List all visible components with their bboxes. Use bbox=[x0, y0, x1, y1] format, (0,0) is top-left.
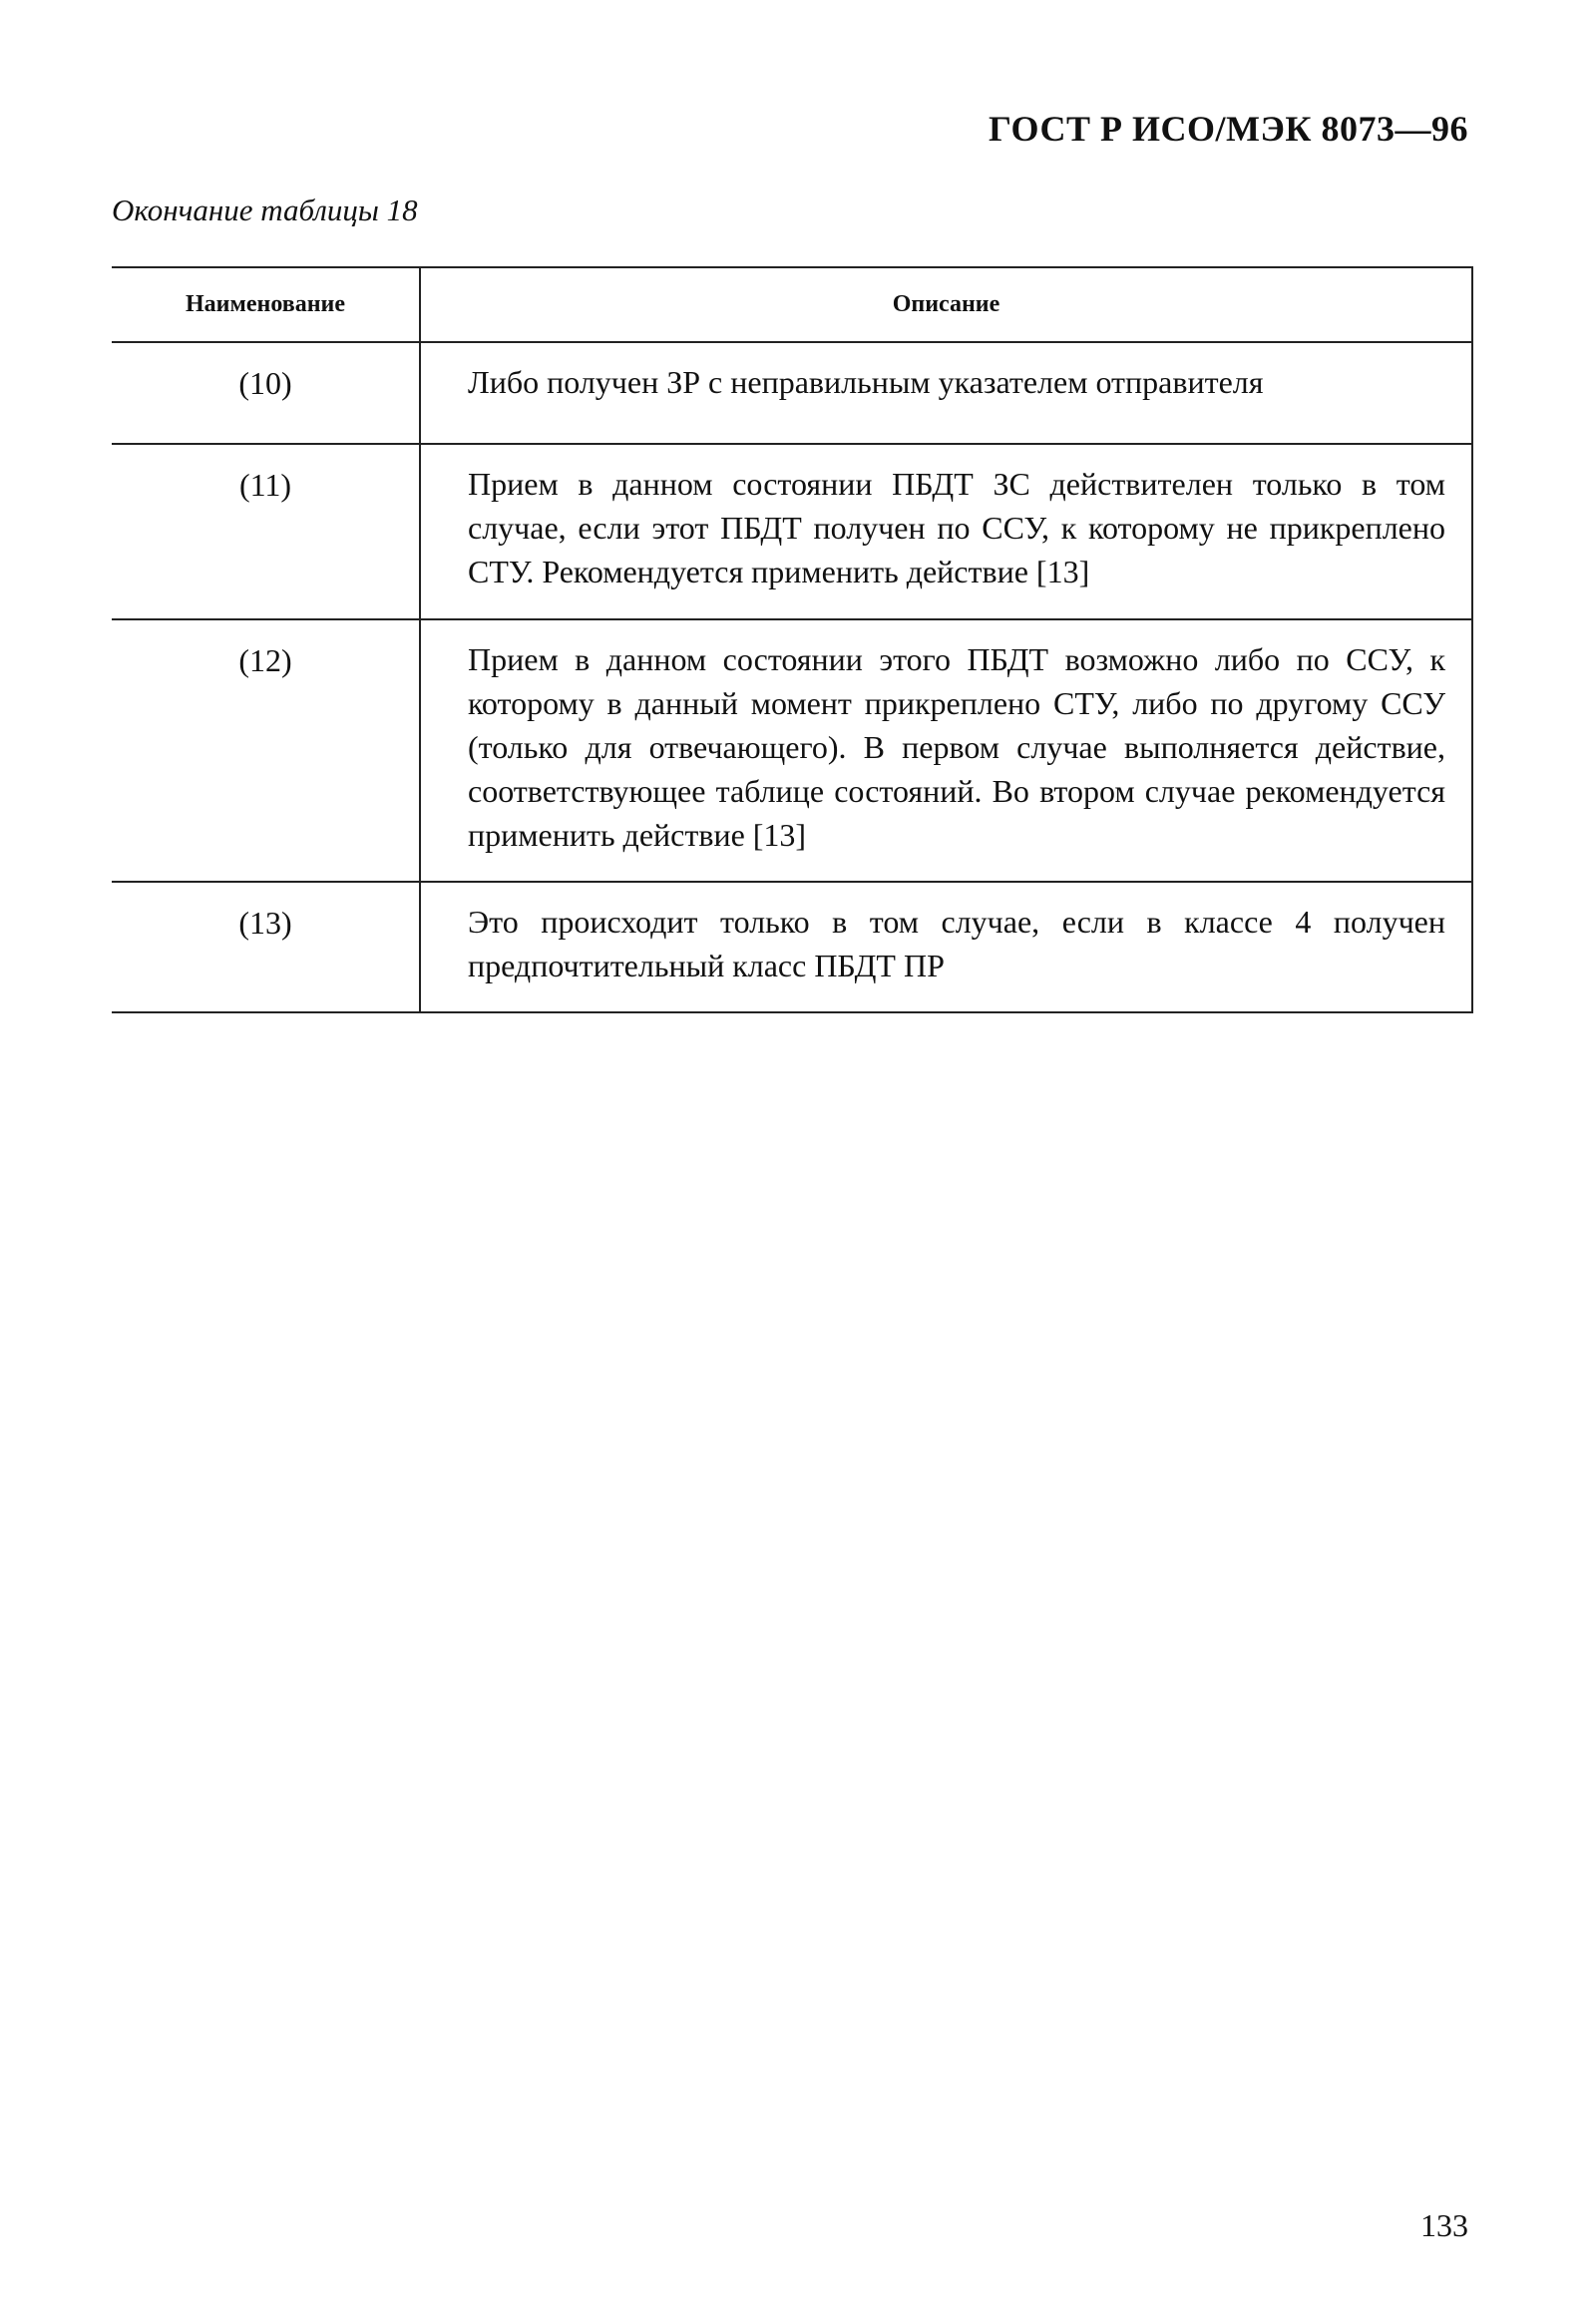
row-description-cell: Прием в данном состоянии этого ПБДТ возможно либо по ССУ, к которому в данный момент прикреплено СТУ, либо по другому ССУ (только для отвечающего). В первом случае выполняется действие, соответствующее таблице состояний. Во втором случае рекомендуется применить действие [13] bbox=[420, 619, 1472, 882]
row-name-cell: (10) bbox=[112, 342, 420, 444]
row-description-cell: Это происходит только в том случае, если в классе 4 получен предпочтительный класс ПБДТ ПР bbox=[420, 882, 1472, 1012]
page-number: 133 bbox=[1420, 2207, 1468, 2243]
column-header-name: Наименование bbox=[112, 267, 420, 342]
description-table bbox=[112, 266, 1473, 1013]
table-row bbox=[112, 619, 1472, 882]
table-header-row bbox=[112, 267, 1472, 342]
row-name-cell: (11) bbox=[112, 444, 420, 619]
page-header-standard-id: ГОСТ Р ИСО/МЭК 8073—96 bbox=[989, 109, 1468, 149]
table-row bbox=[112, 342, 1472, 444]
table-row bbox=[112, 444, 1472, 619]
table-row bbox=[112, 882, 1472, 1012]
row-name-cell: (13) bbox=[112, 882, 420, 1012]
table-caption: Окончание таблицы 18 bbox=[112, 193, 418, 227]
row-name-cell: (12) bbox=[112, 619, 420, 882]
row-description-cell: Либо получен ЗР с неправильным указателем отправителя bbox=[420, 342, 1472, 444]
row-description-cell: Прием в данном состоянии ПБДТ ЗС действителен только в том случае, если этот ПБДТ получен по ССУ, к которому не прикреплено СТУ. Рекомендуется применить действие [13] bbox=[420, 444, 1472, 619]
column-header-description: Описание bbox=[420, 267, 1472, 342]
